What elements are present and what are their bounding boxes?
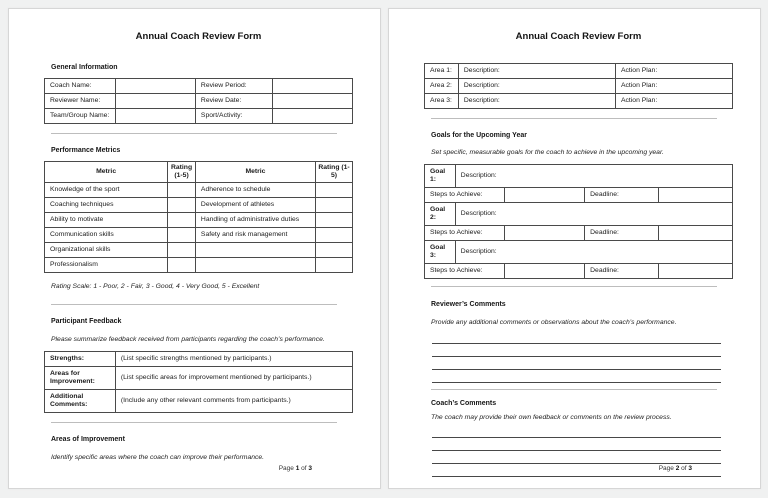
metric-column-header: Metric xyxy=(195,162,315,183)
footer-of-word: of xyxy=(301,465,307,472)
table-row xyxy=(425,79,733,94)
rating-value-cell[interactable] xyxy=(316,228,353,243)
rating-value-cell[interactable] xyxy=(168,183,196,198)
page-footer xyxy=(279,465,312,472)
metric-label: Communication skills xyxy=(45,228,168,243)
writing-line[interactable] xyxy=(432,438,721,451)
section-heading-reviewer-comments: Reviewer’s Comments xyxy=(431,301,506,308)
table-row xyxy=(425,165,733,188)
table-row xyxy=(45,352,353,367)
section-heading-participant-feedback: Participant Feedback xyxy=(51,318,122,325)
rating-value-cell[interactable] xyxy=(316,258,353,273)
goal-3-steps-value-cell[interactable] xyxy=(505,264,585,279)
goal-1-description-cell[interactable]: Description: xyxy=(455,165,732,188)
reviewer-name-value-cell[interactable] xyxy=(115,94,195,109)
goal-2-deadline-label: Deadline: xyxy=(585,226,659,241)
rating-scale-note: Rating Scale: 1 - Poor, 2 - Fair, 3 - Good, 4 - Very Good, 5 - Excellent xyxy=(51,283,260,290)
goals-table xyxy=(424,164,733,279)
section-divider xyxy=(431,118,717,119)
rating-value-cell[interactable] xyxy=(168,213,196,228)
section-divider xyxy=(431,286,717,287)
writing-line[interactable] xyxy=(432,344,721,357)
goal-3-deadline-value-cell[interactable] xyxy=(659,264,733,279)
goals-instruction: Set specific, measurable goals for the coach to achieve in the upcoming year. xyxy=(431,149,664,156)
rating-value-cell[interactable] xyxy=(168,258,196,273)
writing-line[interactable] xyxy=(432,357,721,370)
rating-value-cell[interactable] xyxy=(316,243,353,258)
reviewer-name-label: Reviewer Name: xyxy=(45,94,116,109)
metric-label: Safety and risk management xyxy=(195,228,315,243)
metric-label xyxy=(195,258,315,273)
table-row xyxy=(45,258,353,273)
general-info-table xyxy=(44,78,353,124)
writing-line[interactable] xyxy=(432,331,721,344)
review-date-value-cell[interactable] xyxy=(272,94,352,109)
area-3-description-cell[interactable]: Description: xyxy=(458,94,615,109)
metric-label xyxy=(195,243,315,258)
document-page-1 xyxy=(8,8,381,489)
section-heading-general-information: General Information xyxy=(51,64,118,71)
sport-activity-label: Sport/Activity: xyxy=(195,109,272,124)
reviewer-comments-lines xyxy=(432,331,721,383)
metric-label: Development of athletes xyxy=(195,198,315,213)
improvement-areas-table xyxy=(424,63,733,109)
writing-line[interactable] xyxy=(432,370,721,383)
footer-total-pages: 3 xyxy=(308,465,312,472)
performance-metrics-table xyxy=(44,161,353,273)
rating-value-cell[interactable] xyxy=(168,243,196,258)
goal-2-deadline-value-cell[interactable] xyxy=(659,226,733,241)
team-group-name-value-cell[interactable] xyxy=(115,109,195,124)
rating-value-cell[interactable] xyxy=(316,213,353,228)
section-heading-areas-of-improvement: Areas of Improvement xyxy=(51,436,125,443)
coach-comments-instruction: The coach may provide their own feedback or comments on the review process. xyxy=(431,414,672,421)
area-2-description-cell[interactable]: Description: xyxy=(458,79,615,94)
section-divider xyxy=(51,304,337,305)
area-1-label: Area 1: xyxy=(425,64,459,79)
table-row xyxy=(425,203,733,226)
areas-for-improvement-label: Areas for Improvement: xyxy=(45,367,116,390)
participant-feedback-table xyxy=(44,351,353,413)
area-2-action-plan-cell[interactable]: Action Plan: xyxy=(615,79,732,94)
metric-label: Ability to motivate xyxy=(45,213,168,228)
table-row xyxy=(425,264,733,279)
metric-label: Knowledge of the sport xyxy=(45,183,168,198)
goal-3-label: Goal 3: xyxy=(425,241,456,264)
table-row xyxy=(45,94,353,109)
footer-page-word: Page xyxy=(658,465,674,472)
footer-page-word: Page xyxy=(278,465,294,472)
table-header-row xyxy=(45,162,353,183)
table-row xyxy=(45,109,353,124)
additional-comments-label: Additional Comments: xyxy=(45,390,116,413)
section-divider xyxy=(431,389,717,390)
footer-of-word: of xyxy=(681,465,687,472)
table-row xyxy=(45,367,353,390)
footer-page-number: 2 xyxy=(675,465,680,472)
table-row xyxy=(425,94,733,109)
section-heading-goals: Goals for the Upcoming Year xyxy=(431,132,527,139)
table-row xyxy=(45,390,353,413)
table-row xyxy=(45,79,353,94)
table-row xyxy=(45,228,353,243)
goal-3-description-cell[interactable]: Description: xyxy=(455,241,732,264)
section-divider xyxy=(51,133,337,134)
page-1-content xyxy=(9,9,380,488)
footer-page-number: 1 xyxy=(295,465,300,472)
page-title: Annual Coach Review Form xyxy=(135,31,262,42)
rating-value-cell[interactable] xyxy=(316,198,353,213)
goal-2-steps-label: Steps to Achieve: xyxy=(425,226,505,241)
rating-value-cell[interactable] xyxy=(316,183,353,198)
areas-for-improvement-input-cell[interactable]: (List specific areas for improvement mentioned by participants.) xyxy=(115,367,352,390)
goal-3-steps-label: Steps to Achieve: xyxy=(425,264,505,279)
area-1-action-plan-cell[interactable]: Action Plan: xyxy=(615,64,732,79)
additional-comments-input-cell[interactable]: (Include any other relevant comments from participants.) xyxy=(115,390,352,413)
writing-line[interactable] xyxy=(432,425,721,438)
writing-line[interactable] xyxy=(432,451,721,464)
page-footer xyxy=(659,465,692,472)
review-date-label: Review Date: xyxy=(195,94,272,109)
table-row xyxy=(425,241,733,264)
goal-2-steps-value-cell[interactable] xyxy=(505,226,585,241)
coach-name-value-cell[interactable] xyxy=(115,79,195,94)
section-heading-coach-comments: Coach’s Comments xyxy=(431,400,497,407)
area-3-action-plan-cell[interactable]: Action Plan: xyxy=(615,94,732,109)
strengths-input-cell[interactable]: (List specific strengths mentioned by participants.) xyxy=(115,352,352,367)
metric-column-header: Metric xyxy=(45,162,168,183)
goal-2-description-cell[interactable]: Description: xyxy=(455,203,732,226)
metric-label: Adherence to schedule xyxy=(195,183,315,198)
reviewer-comments-instruction: Provide any additional comments or observations about the coach’s performance. xyxy=(431,319,677,326)
goal-1-steps-value-cell[interactable] xyxy=(505,188,585,203)
participant-feedback-instruction: Please summarize feedback received from participants regarding the coach’s performance. xyxy=(51,336,325,343)
rating-column-header: Rating (1-5) xyxy=(168,162,196,183)
goal-2-label: Goal 2: xyxy=(425,203,456,226)
metric-label: Coaching techniques xyxy=(45,198,168,213)
goal-3-deadline-label: Deadline: xyxy=(585,264,659,279)
area-1-description-cell[interactable]: Description: xyxy=(458,64,615,79)
metric-label: Professionalism xyxy=(45,258,168,273)
coach-name-label: Coach Name: xyxy=(45,79,116,94)
page-title: Annual Coach Review Form xyxy=(515,31,642,42)
rating-value-cell[interactable] xyxy=(168,198,196,213)
metric-label: Handling of administrative duties xyxy=(195,213,315,228)
goal-1-deadline-label: Deadline: xyxy=(585,188,659,203)
table-row xyxy=(45,183,353,198)
review-period-value-cell[interactable] xyxy=(272,79,352,94)
section-heading-performance-metrics: Performance Metrics xyxy=(51,147,121,154)
footer-total-pages: 3 xyxy=(688,465,692,472)
table-row xyxy=(45,198,353,213)
rating-value-cell[interactable] xyxy=(168,228,196,243)
table-row xyxy=(45,243,353,258)
table-row xyxy=(425,226,733,241)
table-row xyxy=(45,213,353,228)
area-3-label: Area 3: xyxy=(425,94,459,109)
metric-label: Organizational skills xyxy=(45,243,168,258)
strengths-label: Strengths: xyxy=(45,352,116,367)
sport-activity-value-cell[interactable] xyxy=(272,109,352,124)
table-row xyxy=(425,188,733,203)
page-2-content xyxy=(389,9,760,488)
review-period-label: Review Period: xyxy=(195,79,272,94)
area-2-label: Area 2: xyxy=(425,79,459,94)
team-group-name-label: Team/Group Name: xyxy=(45,109,116,124)
goal-1-label: Goal 1: xyxy=(425,165,456,188)
section-divider xyxy=(51,422,337,423)
goal-1-steps-label: Steps to Achieve: xyxy=(425,188,505,203)
areas-of-improvement-instruction: Identify specific areas where the coach can improve their performance. xyxy=(51,454,265,461)
table-row xyxy=(425,64,733,79)
rating-column-header: Rating (1-5) xyxy=(316,162,353,183)
goal-1-deadline-value-cell[interactable] xyxy=(659,188,733,203)
document-page-2 xyxy=(388,8,761,489)
